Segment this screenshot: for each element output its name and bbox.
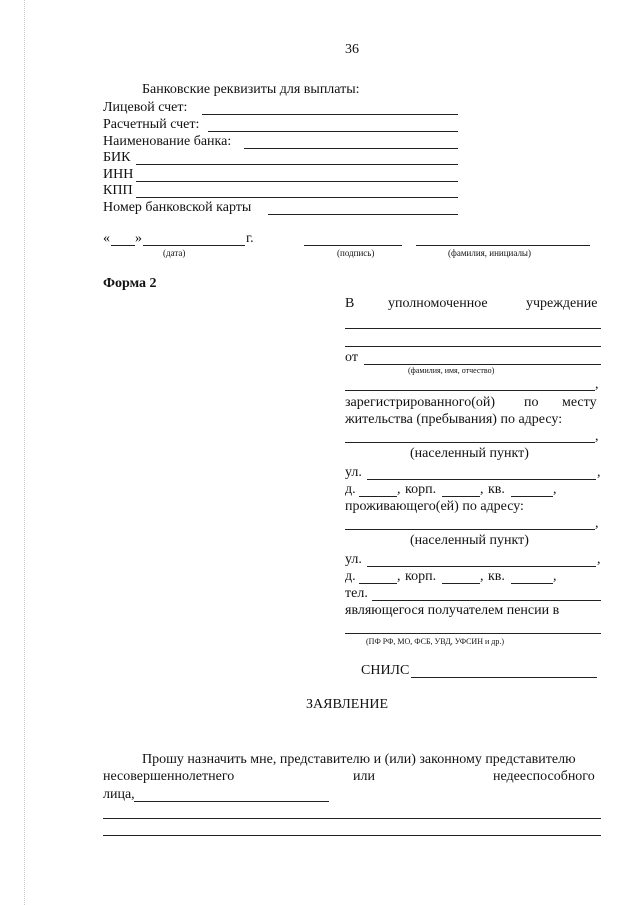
statement-title: ЗАЯВЛЕНИЕ xyxy=(306,697,389,712)
live-street-label: ул. xyxy=(345,552,362,567)
statement-field-2[interactable] xyxy=(103,835,601,836)
live-building-field[interactable] xyxy=(442,583,480,584)
from-label: от xyxy=(345,350,358,365)
bank-name-field[interactable] xyxy=(244,148,458,149)
live-street-field[interactable] xyxy=(367,566,596,567)
snils-field[interactable] xyxy=(411,677,597,678)
comma-5: , xyxy=(597,552,601,567)
statement-word-incapable: недееспособного xyxy=(493,769,595,784)
bik-field[interactable] xyxy=(136,164,458,165)
comma-building: , xyxy=(480,482,484,497)
live-settlement-field[interactable] xyxy=(345,529,595,530)
inn-label: ИНН xyxy=(103,167,134,182)
card-label: Номер банковской карты xyxy=(103,200,252,215)
comma-flat: , xyxy=(553,482,557,497)
registered-word-1: зарегистрированного(ой) xyxy=(345,395,496,410)
addressee-word-v: В xyxy=(345,296,355,311)
statement-line-1: Прошу назначить мне, представителю и (или) законному представителю xyxy=(142,752,576,767)
institution-field-2[interactable] xyxy=(345,346,601,347)
reg-house-label: д. xyxy=(345,482,356,497)
date-caption: (дата) xyxy=(163,248,186,258)
settlement-label: Расчетный счет: xyxy=(103,117,200,132)
form-title: Форма 2 xyxy=(103,276,157,291)
comma-flat-2: , xyxy=(553,569,557,584)
registered-address-label: жительства (пребывания) по адресу: xyxy=(345,412,563,427)
snils-label: СНИЛС xyxy=(361,663,410,678)
fio-field-2[interactable] xyxy=(345,390,595,391)
reg-flat-label: кв. xyxy=(488,482,505,497)
comma-1: , xyxy=(595,377,599,392)
kpp-label: КПП xyxy=(103,183,133,198)
reg-flat-field[interactable] xyxy=(511,496,553,497)
bank-heading: Банковские реквизиты для выплаты: xyxy=(142,82,360,97)
statement-field-1[interactable] xyxy=(103,818,601,819)
institution-field-1[interactable] xyxy=(345,328,601,329)
comma-house-2: , xyxy=(397,569,401,584)
reg-building-field[interactable] xyxy=(442,496,480,497)
account-field[interactable] xyxy=(202,114,458,115)
date-quote-open: « xyxy=(103,231,110,246)
comma-building-2: , xyxy=(480,569,484,584)
phone-field[interactable] xyxy=(372,600,601,601)
fio-caption: (фамилия, имя, отчество) xyxy=(408,366,495,375)
date-day-field[interactable] xyxy=(111,245,135,246)
live-flat-label: кв. xyxy=(488,569,505,584)
date-month-field[interactable] xyxy=(143,245,245,246)
date-quote-close: » xyxy=(135,231,142,246)
settlement-field[interactable] xyxy=(208,131,458,132)
pension-agency-field[interactable] xyxy=(345,633,601,634)
signature-field[interactable] xyxy=(304,245,402,246)
live-house-label: д. xyxy=(345,569,356,584)
bank-name-label: Наименование банка: xyxy=(103,134,232,149)
comma-4: , xyxy=(595,516,599,531)
live-house-field[interactable] xyxy=(359,583,397,584)
addressee-word-authorized: уполномоченное xyxy=(388,296,488,311)
pension-label: являющегося получателем пенсии в xyxy=(345,603,560,618)
comma-house: , xyxy=(397,482,401,497)
scan-edge xyxy=(24,0,25,905)
year-suffix: г. xyxy=(246,231,254,246)
reg-settlement-caption: (населенный пункт) xyxy=(410,446,529,461)
reg-street-field[interactable] xyxy=(367,479,596,480)
live-building-label: корп. xyxy=(405,569,437,584)
live-settlement-caption: (населенный пункт) xyxy=(410,533,529,548)
page-number: 36 xyxy=(345,42,359,57)
registered-word-2: по xyxy=(524,395,539,410)
live-flat-field[interactable] xyxy=(511,583,553,584)
card-field[interactable] xyxy=(268,214,458,215)
name-initials-field[interactable] xyxy=(416,245,590,246)
account-label: Лицевой счет: xyxy=(103,100,188,115)
comma-3: , xyxy=(597,465,601,480)
person-field[interactable] xyxy=(134,801,329,802)
name-caption: (фамилия, инициалы) xyxy=(448,248,531,258)
bik-label: БИК xyxy=(103,150,131,165)
reg-street-label: ул. xyxy=(345,465,362,480)
fio-field[interactable] xyxy=(364,364,601,365)
statement-word-or: или xyxy=(353,769,375,784)
comma-2: , xyxy=(595,429,599,444)
statement-word-minor: несовершеннолетнего xyxy=(103,769,235,784)
reg-building-label: корп. xyxy=(405,482,437,497)
agencies-caption: (ПФ РФ, МО, ФСБ, УВД, УФСИН и др.) xyxy=(366,637,504,646)
addressee-word-institution: учреждение xyxy=(526,296,598,311)
phone-label: тел. xyxy=(345,586,368,601)
kpp-field[interactable] xyxy=(136,197,458,198)
reg-settlement-field[interactable] xyxy=(345,442,595,443)
living-address-label: проживающего(ей) по адресу: xyxy=(345,499,524,514)
signature-caption: (подпись) xyxy=(337,248,375,258)
reg-house-field[interactable] xyxy=(359,496,397,497)
statement-word-person: лица, xyxy=(103,787,135,802)
registered-word-3: месту xyxy=(562,395,597,410)
inn-field[interactable] xyxy=(136,181,458,182)
